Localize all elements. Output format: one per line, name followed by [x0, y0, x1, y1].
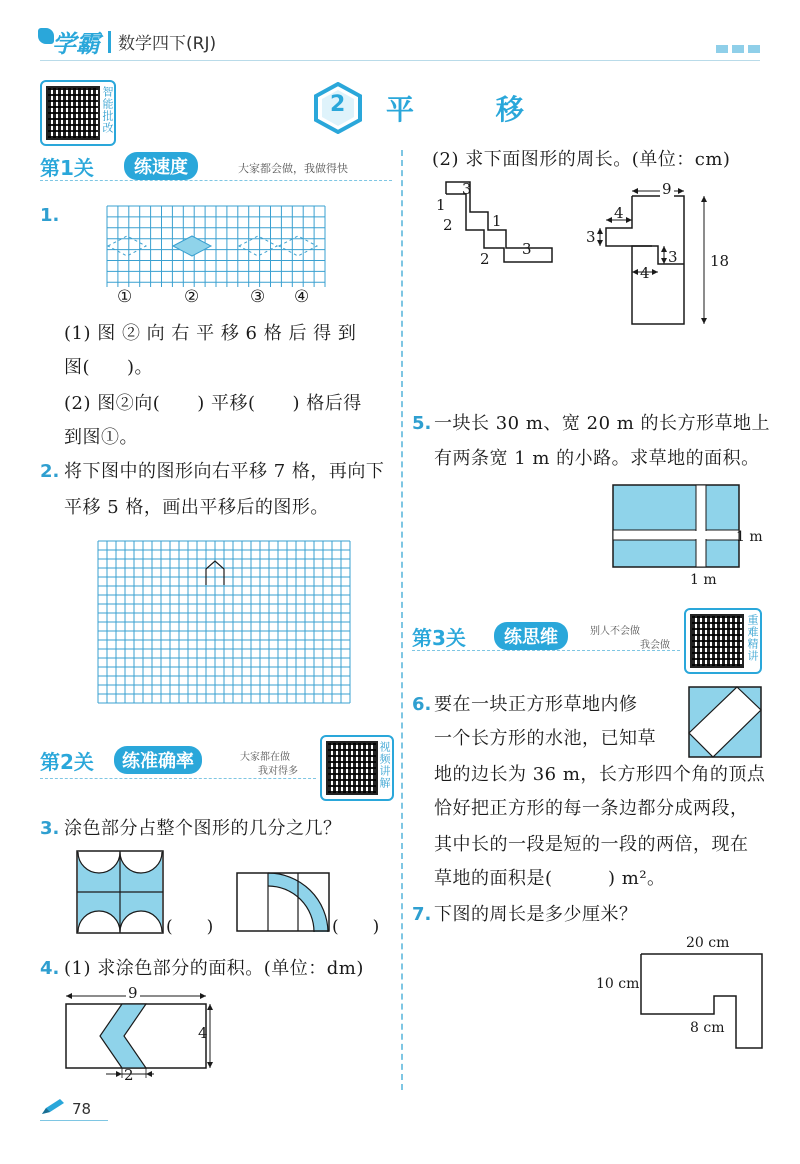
level3-prefix: 第3关	[412, 626, 466, 650]
q7-label-top: 20 cm	[686, 935, 730, 951]
qr-key-explain[interactable]	[684, 608, 762, 674]
q1-label-1: ①	[117, 287, 133, 307]
level2-prefix: 第2关	[40, 750, 94, 774]
level2-badge: 练准确率	[114, 746, 202, 774]
q4-fig1-label-left2: 2	[443, 216, 453, 234]
level3-motto-line2: 我会做	[640, 640, 670, 651]
q2-grid-figure	[97, 540, 351, 704]
q1-number: 1.	[40, 205, 60, 226]
q4-fig1-label-mid: 1	[492, 212, 502, 230]
header-divider	[108, 31, 111, 53]
level1-prefix: 第1关	[40, 156, 94, 180]
q2-line2: 平移 5 格，画出平移后的图形。	[64, 497, 329, 518]
q1-part2-line1: (2) 图②向( ) 平移( ) 格后得	[64, 393, 362, 414]
q1-grid-figure	[106, 205, 328, 287]
q4-fig2-label-notch: 4	[640, 264, 650, 282]
q4-dim-top: 9	[128, 984, 138, 1002]
level1-motto: 大家都会做，我做得快	[238, 162, 348, 175]
q4-number: 4.	[40, 958, 60, 979]
q1-part1-line2: 图( )。	[64, 357, 154, 378]
q6-line1: 要在一块正方形草地内修	[434, 694, 638, 715]
q4-fig2-label-armh: 3	[586, 228, 596, 246]
q1-label-4: ④	[294, 287, 310, 307]
q1-label-3: ③	[250, 287, 266, 307]
header-line	[40, 60, 760, 61]
q5-number: 5.	[412, 413, 432, 434]
q7-text: 下图的周长是多少厘米？	[434, 904, 638, 925]
q1-part1-line1: (1) 图 ② 向 右 平 移 6 格 后 得 到	[64, 323, 357, 344]
q4-dim-right: 4	[198, 1024, 208, 1042]
q4-fig1-label-low: 2	[480, 250, 490, 268]
qr-code-icon	[326, 741, 378, 795]
q6-line5: 其中长的一段是短的一段的两倍，现在	[434, 834, 749, 855]
q6-number: 6.	[412, 694, 432, 715]
q5-line2: 有两条宽 1 m 的小路。求草地的面积。	[434, 448, 760, 469]
q4-fig1-label-top: 3	[462, 180, 472, 198]
q4-fig2-label-height: 18	[710, 252, 730, 270]
q4-fig2-label-notchh: 3	[668, 248, 678, 266]
q4-dim-bottom: 2	[124, 1066, 134, 1084]
q2-line1: 将下图中的图形向右平移 7 格，再向下	[64, 461, 385, 482]
q2-number: 2.	[40, 461, 60, 482]
q7-number: 7.	[412, 904, 432, 925]
q6-square-figure	[688, 686, 762, 758]
qr-code-icon	[46, 86, 100, 140]
qr-smart-grading[interactable]	[40, 80, 116, 146]
q4-part2: (2) 求下面图形的周长。(单位：cm)	[432, 149, 731, 170]
q6-line6: 草地的面积是( ) m²。	[434, 868, 666, 889]
q7-label-left: 10 cm	[596, 976, 640, 992]
level3-motto-line1: 别人不会做	[590, 626, 640, 637]
level2-underline	[40, 778, 316, 779]
q4-fig1-label-left1: 1	[436, 196, 446, 214]
q6-line3: 地的边长为 36 m，长方形四个角的顶点	[434, 764, 766, 785]
q4-fig1-label-bottom: 3	[522, 240, 532, 258]
q1-label-2: ②	[184, 287, 200, 307]
q1-part2-line2: 到图①。	[64, 427, 138, 448]
q3-text: 涂色部分占整个图形的几分之几？	[64, 818, 342, 839]
header-blocks	[716, 45, 762, 53]
q5-lawn-figure	[612, 484, 740, 568]
header-subject: 数学四下(RJ)	[118, 34, 217, 54]
level1-badge: 练速度	[124, 152, 198, 180]
q4-fig2-label-arm: 4	[614, 204, 624, 222]
q5-label-bottom: 1 m	[690, 572, 717, 588]
column-divider	[401, 150, 403, 1090]
level3-underline	[412, 650, 680, 651]
q4-figure-2b	[586, 186, 720, 326]
footer-line	[40, 1120, 108, 1121]
q3-number: 3.	[40, 818, 60, 839]
qr-label: 重难精讲	[746, 614, 759, 662]
pencil-icon	[40, 1098, 66, 1116]
brand-logo: 学霸	[52, 30, 100, 58]
level3-badge: 练思维	[494, 622, 568, 650]
level2-motto-line1: 大家都在做	[240, 752, 290, 763]
unit-title: 平 移	[386, 93, 560, 126]
q3-figure-1	[76, 850, 164, 934]
qr-label: 智能批改	[101, 86, 114, 134]
unit-number: 2	[330, 92, 346, 117]
q7-label-bottom: 8 cm	[690, 1020, 725, 1036]
q5-line1: 一块长 30 m、宽 20 m 的长方形草地上	[434, 413, 771, 434]
qr-code-icon	[690, 614, 744, 668]
page-number: 78	[72, 1100, 92, 1118]
qr-label: 视频讲解	[378, 741, 391, 789]
level2-motto-line2: 我对得多	[258, 766, 298, 777]
q4-part1: (1) 求涂色部分的面积。(单位：dm)	[64, 958, 364, 979]
q4-fig2-label-top: 9	[662, 180, 672, 198]
q3-blank-2[interactable]: ( )	[332, 917, 380, 937]
q5-label-right: 1 m	[736, 529, 763, 545]
qr-video-explain[interactable]	[320, 735, 394, 801]
q3-blank-1[interactable]: ( )	[166, 917, 214, 937]
level1-underline	[40, 180, 392, 181]
q6-line4: 恰好把正方形的每一条边都分成两段，	[434, 798, 749, 819]
q6-line2: 一个长方形的水池，已知草	[434, 728, 656, 749]
q3-figure-2	[236, 872, 330, 932]
